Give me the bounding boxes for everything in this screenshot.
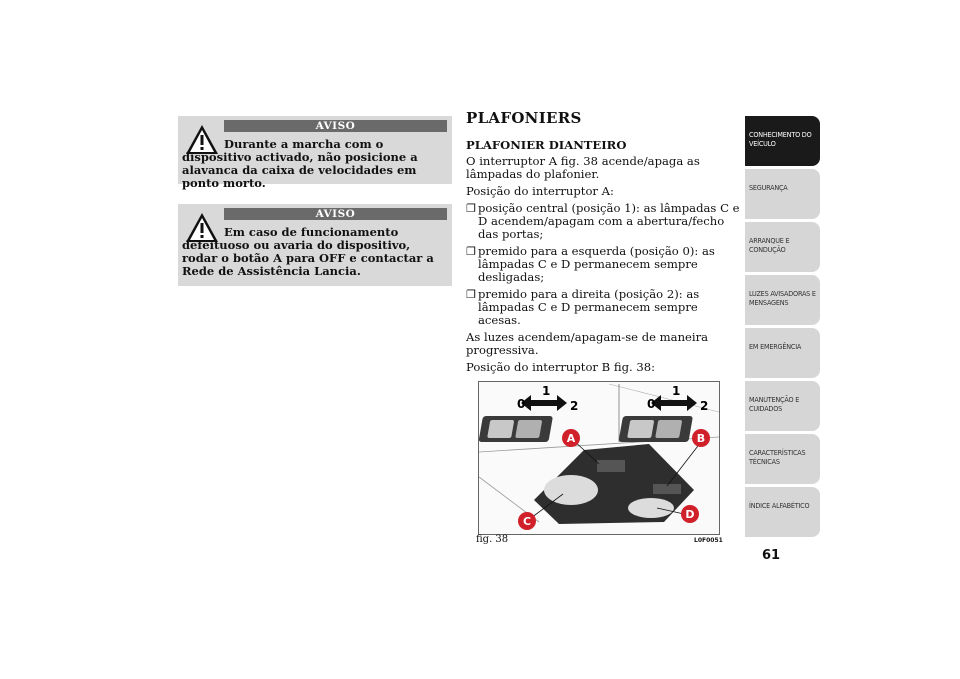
tab-luzes-avisadoras[interactable]: LUZES AVISADORAS E MENSAGENS	[745, 275, 820, 325]
page-number: 61	[762, 548, 781, 563]
label-position-1: 1	[672, 384, 681, 398]
ceiling-light-illustration	[479, 382, 719, 534]
list-item: ❐ premido para a direita (posição 2): as lâmpadas C e D permanecem sempre acesas.	[466, 287, 700, 327]
tab-manutencao-e-cuidados[interactable]: MANUTENÇÃO E CUIDADOS	[745, 381, 820, 431]
checkbox-bullet-icon: ❐	[466, 288, 476, 301]
switch-inset-b	[618, 416, 693, 442]
callout-c	[518, 512, 536, 530]
warning-box-2	[178, 204, 452, 286]
warning-title: AVISO	[224, 208, 447, 220]
callout-d	[681, 505, 699, 523]
main-content	[466, 109, 742, 378]
bullet-list	[466, 202, 742, 327]
warning-title: AVISO	[224, 120, 447, 132]
label-position-0: 0	[517, 397, 526, 411]
label-position-2: 2	[570, 399, 579, 413]
tab-indice-alfabetico[interactable]: ÍNDICE ALFABÉTICO	[745, 487, 820, 537]
label-position-0: 0	[647, 397, 656, 411]
section-subtitle: PLAFONIER DIANTEIRO	[466, 138, 627, 152]
tab-conhecimento-do-veiculo[interactable]: CONHECIMENTO DO VEÍCULO	[745, 116, 820, 166]
checkbox-bullet-icon: ❐	[466, 202, 476, 215]
progressive-paragraph: As luzes acendem/apagam-se de maneira progressiva.	[466, 330, 709, 357]
ceiling-lamp-housing	[534, 444, 694, 524]
svg-text:C: C	[522, 515, 532, 528]
tab-seguranca[interactable]: SEGURANÇA	[745, 169, 820, 219]
switch-inset-a	[479, 416, 553, 442]
chapter-tabs	[745, 116, 820, 540]
svg-text:A: A	[566, 432, 576, 445]
svg-text:B: B	[696, 432, 706, 445]
position-b-label: Posição do interruptor B fig. 38:	[466, 360, 656, 374]
label-position-1: 1	[542, 384, 551, 398]
warning-box-1	[178, 116, 452, 190]
figure-code: L0F0051	[694, 537, 723, 544]
tab-em-emergencia[interactable]: EM EMERGÊNCIA	[745, 328, 820, 378]
intro-paragraph: O interruptor A fig. 38 acende/apaga as lâmpadas do plafonier.	[466, 154, 700, 181]
svg-text:D: D	[685, 508, 695, 521]
warning-text: Durante a marcha com o dispositivo activado, não posicione a alavanca da caixa de velocidades em ponto morto.	[182, 137, 418, 190]
list-item: ❐ posição central (posição 1): as lâmpadas C e D acendem/apagam com a abertura/fecho das portas;	[466, 201, 740, 241]
checkbox-bullet-icon: ❐	[466, 245, 476, 258]
lamp-c	[544, 475, 598, 505]
label-position-2: 2	[700, 399, 709, 413]
lamp-d	[628, 498, 674, 518]
list-item: ❐ premido para a esquerda (posição 0): as lâmpadas C e D permanecem sempre desligadas;	[466, 244, 715, 284]
position-a-label: Posição do interruptor A:	[466, 184, 614, 198]
callout-a	[562, 429, 580, 447]
figure-38	[478, 381, 720, 535]
warning-text: Em caso de funcionamento defeituoso ou avaria do dispositivo, rodar o botão A para OFF e contactar a Rede de Assistência Lancia.	[182, 225, 434, 278]
figure-caption: fig. 38	[476, 534, 509, 545]
tab-arranque-e-conducao[interactable]: ARRANQUE E CONDUÇÃO	[745, 222, 820, 272]
section-title: PLAFONIERS	[466, 109, 582, 127]
callout-b	[692, 429, 710, 447]
tab-caracteristicas-tecnicas[interactable]: CARACTERÍSTICAS TÉCNICAS	[745, 434, 820, 484]
